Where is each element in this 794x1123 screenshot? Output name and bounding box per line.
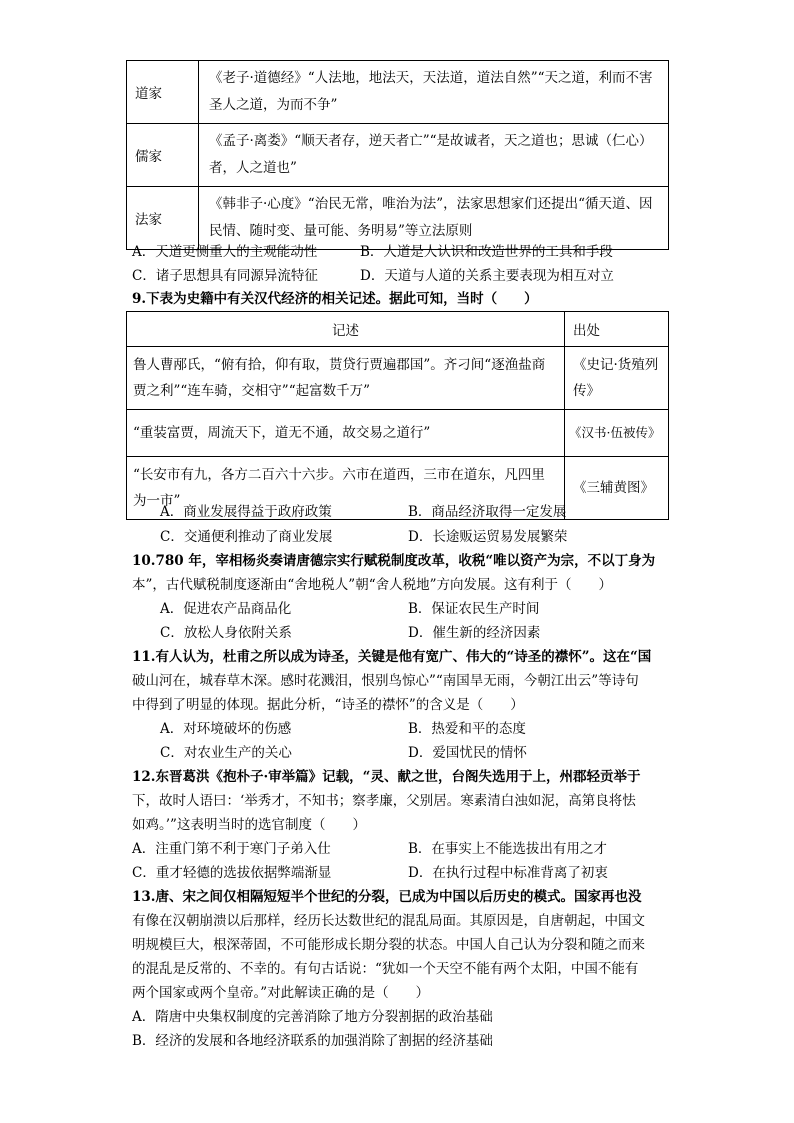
source-cell xyxy=(565,347,669,410)
q12-option-c[interactable]: C．重才轻德的选拔依据弊端渐显 xyxy=(132,865,332,881)
source-cell xyxy=(565,410,669,457)
han-economy-table xyxy=(126,311,669,520)
table-row xyxy=(127,61,669,124)
text-line: 传》 xyxy=(573,383,600,399)
q8-option-d[interactable]: D．天道与人道的关系主要表现为相互对立 xyxy=(360,268,614,284)
text-line: 《三辅黄图》 xyxy=(573,480,654,496)
q12-stem-line: 下，故时人语曰：‘举秀才，不知书；察孝廉，父别居。寒素清白浊如泥，高第良将怯 xyxy=(132,793,636,809)
text-line: 圣人之道，为而不争” xyxy=(209,97,338,113)
q8-option-a[interactable]: A．天道更侧重人的主观能动性 xyxy=(132,244,318,260)
text-line: 《孟子·离娄》“顺天者存，逆天者亡”“是故诚者，天之道也；思诚（仁心） xyxy=(209,133,653,149)
q9-option-d[interactable]: D．长途贩运贸易发展繁荣 xyxy=(408,529,568,545)
q10-option-d[interactable]: D．催生新的经济因素 xyxy=(408,625,541,641)
source-header: 出处 xyxy=(565,312,669,347)
text-line: 为一市” xyxy=(133,493,181,509)
q8-option-b[interactable]: B．人道是人认识和改造世界的工具和手段 xyxy=(360,244,613,260)
q9-option-a[interactable]: A．商业发展得益于政府政策 xyxy=(160,504,332,520)
school-text-cell xyxy=(199,187,669,250)
text-line: 《韩非子·心度》“治民无常，唯治为法”，法家思想家们还提出“循天道、因 xyxy=(209,196,653,212)
q11-option-b[interactable]: B．热爱和平的态度 xyxy=(408,721,526,737)
text-line: “长安市有九，各方二百六十六步。六市在道西，三市在道东，凡四里 xyxy=(133,467,545,483)
q11-option-a[interactable]: A．对环境破坏的伤感 xyxy=(160,721,292,737)
q13-stem-line: 有像在汉朝崩溃以后那样，经历长达数世纪的混乱局面。其原因是，自唐朝起，中国文 xyxy=(132,913,645,929)
record-cell xyxy=(127,410,565,457)
table-row xyxy=(127,124,669,187)
q9-stem: 9.下表为史籍中有关汉代经济的相关记述。据此可知，当时（ ） xyxy=(132,291,538,307)
q10-option-b[interactable]: B．保证农民生产时间 xyxy=(408,601,540,617)
schools-table xyxy=(126,60,669,250)
q13-stem-line: 的混乱是反常的、不幸的。有句古话说：“犹如一个天空不能有两个太阳，中国不能有 xyxy=(132,961,639,977)
q11-stem-line: 破山河在，城春草木深。感时花溅泪，恨别鸟惊心”“南国旱无雨，今朝江出云”等诗句 xyxy=(132,673,639,689)
q12-option-a[interactable]: A．注重门第不利于寒门子弟入仕 xyxy=(132,841,331,857)
record-cell xyxy=(127,347,565,410)
table-row xyxy=(127,187,669,250)
record-header: 记述 xyxy=(127,312,565,347)
text-line: 者，人之道也” xyxy=(209,160,297,176)
text-line: 贾之利”“连车骑，交相守”“起富数千万” xyxy=(133,383,371,399)
q13-stem-line: 13.唐、宋之间仅相隔短短半个世纪的分裂，已成为中国以后历史的模式。国家再也没 xyxy=(132,889,642,905)
school-text-cell xyxy=(199,124,669,187)
text-line: 民情、随时变、量可能、务明易”等立法原则 xyxy=(209,223,473,239)
q10-stem-line: 10.780 年，宰相杨炎奏请唐德宗实行赋税制度改革，收税“唯以资产为宗，不以丁身为 xyxy=(132,553,656,569)
text-line: “重装富贾，周流天下，道无不通，故交易之道行” xyxy=(133,425,431,441)
q10-option-a[interactable]: A．促进农产品商品化 xyxy=(160,601,292,617)
table-header-row xyxy=(127,312,669,347)
text-line: 《汉书·伍被传》 xyxy=(569,425,661,440)
q8-option-c[interactable]: C．诸子思想具有同源异流特征 xyxy=(132,268,318,284)
table-row xyxy=(127,410,669,457)
q10-stem-line: 本”，古代赋税制度逐渐由“舍地税人”朝“舍人税地”方向发展。这有利于（ ） xyxy=(132,577,613,593)
school-name-cell: 道家 xyxy=(127,61,199,124)
q11-stem-line: 11.有人认为，杜甫之所以成为诗圣，关键是他有宽广、伟大的“诗圣的襟怀”。这在“国 xyxy=(132,649,652,665)
q9-option-c[interactable]: C．交通便利推动了商业发展 xyxy=(160,529,333,545)
q12-option-b[interactable]: B．在事实上不能选拔出有用之才 xyxy=(408,841,607,857)
q12-stem-line: 如鸡。’”这表明当时的选官制度（ ） xyxy=(132,817,366,833)
q13-option-a[interactable]: A．隋唐中央集权制度的完善消除了地方分裂割据的政治基础 xyxy=(132,1009,493,1025)
q13-stem-line: 两个国家或两个皇帝。”对此解读正确的是（ ） xyxy=(132,985,430,1001)
q11-option-d[interactable]: D．爱国忧民的情怀 xyxy=(408,745,527,761)
q11-stem-line: 中得到了明显的体现。据此分析，“诗圣的襟怀”的含义是（ ） xyxy=(132,697,524,713)
q9-option-b[interactable]: B．商品经济取得一定发展 xyxy=(408,504,567,520)
q13-stem-line: 明规模巨大，根深蒂固，不可能形成长期分裂的状态。中国人自己认为分裂和随之而来 xyxy=(132,937,645,953)
table-row xyxy=(127,347,669,410)
q13-option-b[interactable]: B．经济的发展和各地经济联系的加强消除了割据的经济基础 xyxy=(132,1033,493,1049)
school-name-cell: 儒家 xyxy=(127,124,199,187)
q12-stem-line: 12.东晋葛洪《抱朴子·审举篇》记载，“灵、献之世，台阁失选用于上，州郡轻贡举于 xyxy=(132,769,641,785)
text-line: 《史记·货殖列 xyxy=(573,357,659,373)
q10-option-c[interactable]: C．放松人身依附关系 xyxy=(160,625,292,641)
school-text-cell xyxy=(199,61,669,124)
text-line: 鲁人曹邴氏，“俯有拾，仰有取，贳贷行贾遍郡国”。齐刁间“逐渔盐商 xyxy=(133,357,546,373)
q12-option-d[interactable]: D．在执行过程中标准背离了初衷 xyxy=(408,865,608,881)
school-name-cell: 法家 xyxy=(127,187,199,250)
text-line: 《老子·道德经》“人法地，地法天，天法道，道法自然”“天之道，利而不害 xyxy=(209,70,653,86)
q11-option-c[interactable]: C．对农业生产的关心 xyxy=(160,745,292,761)
source-cell xyxy=(565,457,669,520)
